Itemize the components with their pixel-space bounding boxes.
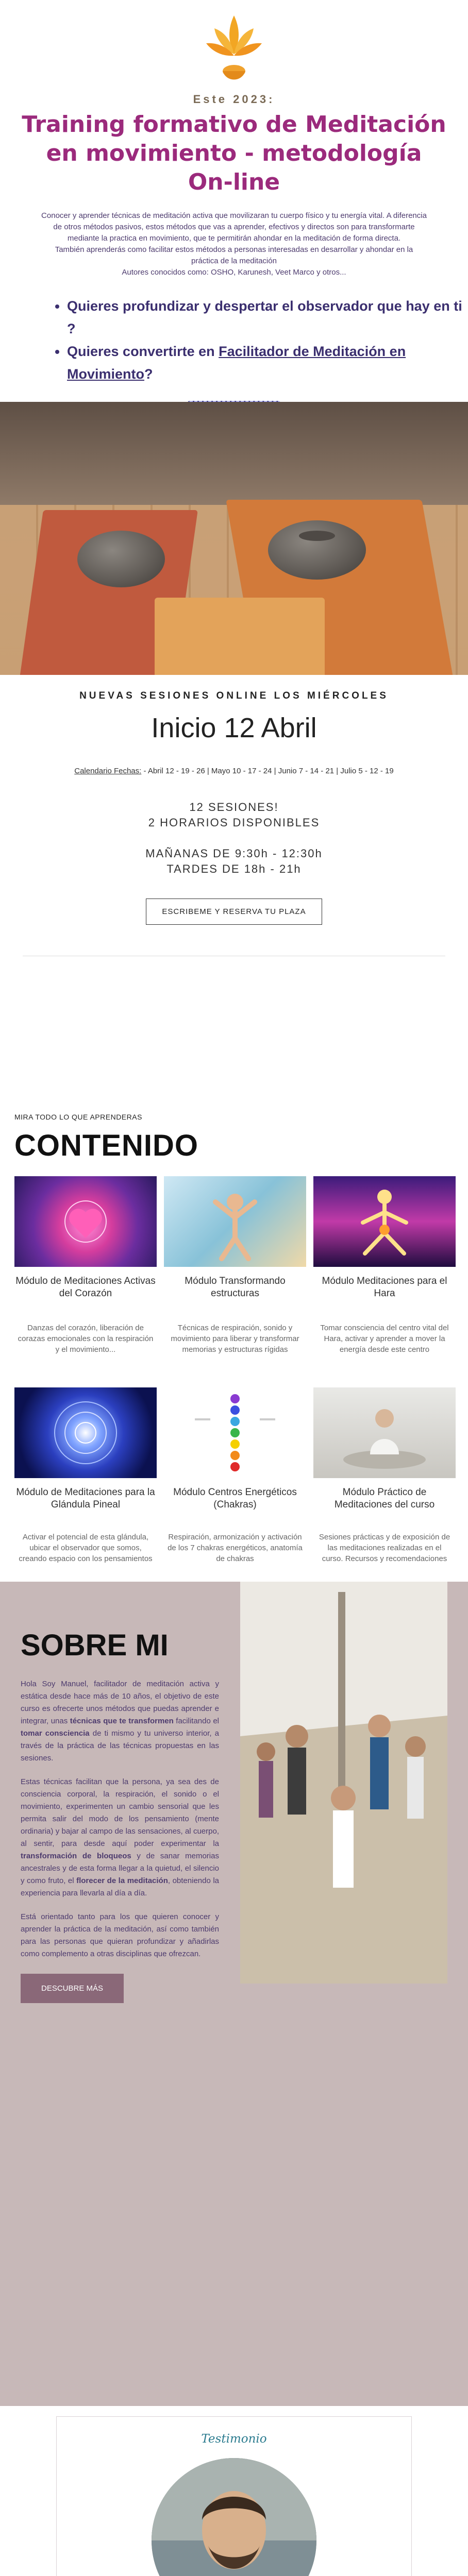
module-card[interactable]	[14, 1176, 157, 1387]
about-section	[0, 1582, 468, 2406]
testimonial-section	[0, 2406, 468, 2576]
module-desc: Activar el potencial de esta glándula, ubicar el observador que somos, creando espacio con los pensamientos	[19, 1533, 153, 1563]
module-title: Módulo Centros Energéticos (Chakras)	[173, 1487, 297, 1510]
module-title: Módulo Transformando estructuras	[185, 1276, 286, 1299]
hero-eyebrow: Este 2023:	[193, 93, 275, 106]
about-text-span: y de sanar memorias ancestrales y de esta forma llegar a la quietud, el silencio y como fruto, el	[21, 1852, 219, 1885]
module-card[interactable]	[313, 1387, 456, 1599]
hero-section	[0, 0, 468, 402]
about-text	[21, 1678, 219, 1960]
content-title: CONTENIDO	[14, 1129, 198, 1162]
about-title: SOBRE MI	[21, 1629, 169, 1662]
question-text: Quieres convertirte en	[67, 344, 219, 359]
calendar-text: - Abril 12 - 19 - 26 | Mayo 10 - 17 - 24 | Junio 7 - 14 - 21 | Julio 5 - 12 - 19	[141, 767, 394, 775]
question-item	[67, 340, 468, 385]
content-eyebrow: MIRA TODO LO QUE APRENDERAS	[14, 1113, 142, 1121]
write-and-reserve-button[interactable]: ESCRIBEME Y RESERVA TU PLAZA	[146, 899, 322, 925]
question-text: ?	[144, 366, 153, 382]
module-card[interactable]	[313, 1176, 456, 1387]
start-date: Inicio 12 Abril	[151, 713, 317, 743]
about-text-span: de ti mismo y tu universo interior, a través de la práctica de las técnicas propuestas en las sesiones.	[21, 1729, 220, 1762]
announce-line: 2 HORARIOS DISPONIBLES	[148, 816, 320, 829]
avatar	[152, 2458, 316, 2576]
schedule-evening: TARDES DE 18h - 21h	[166, 862, 302, 875]
testimonial-card	[56, 2416, 412, 2576]
question-list	[67, 295, 468, 385]
hero-intro	[41, 210, 427, 278]
module-card[interactable]	[164, 1176, 306, 1387]
about-text-span: Estas técnicas facilitan que la persona, ya sea des de consciencia corporal, la respiración, el sonido o el movimiento, experimenten un cambio sensorial que les permita salir del modo de los pensamiento (mente ordinaria) y bajar al campo de las sensaciones, al cuerpo, al sentir, para desde aquí poder experimentar la	[21, 1777, 219, 1848]
module-grid	[14, 1176, 454, 1599]
hara-meditation-image	[313, 1176, 456, 1267]
lotus-logo-icon	[203, 10, 265, 88]
intro-paragraph: Conocer y aprender técnicas de meditación activa que movilizaran tu cuerpo físico y tu energía vital. A diferencia de otros métodos pasivos, estos métodos que vas a aprender, efectivos y directos son para transformarte mediante la practica en movimiento, que te permitirán ahondar en la meditación de forma directa.	[41, 211, 427, 243]
announce-line: 12 SESIONES!	[189, 801, 279, 814]
group-session-photo	[240, 1582, 447, 1984]
about-paragraph	[21, 1776, 219, 1900]
content-section	[0, 1092, 468, 1582]
heart-meditation-image	[14, 1176, 157, 1267]
about-highlight: florecer de la meditación	[76, 1876, 168, 1885]
about-highlight: transformación de bloqueos	[21, 1852, 131, 1860]
about-highlight: tomar consciencia	[21, 1729, 90, 1738]
module-title: Módulo Práctico de Meditaciones del curso	[334, 1487, 435, 1510]
calendar-dates	[62, 765, 406, 778]
module-desc: Danzas del corazón, liberación de corazas emocionales con la respiración y el movimiento...	[18, 1324, 154, 1354]
about-paragraph: Está orientado tanto para los que quieren conocer y aprender la práctica de la meditación, así como también para las personas que quieran profundizar y añadirlas como complemento a otras disciplinas que ofrezcan.	[21, 1912, 219, 1958]
sessions-eyebrow: NUEVAS SESIONES ONLINE LOS MIÉRCOLES	[79, 690, 389, 701]
sessions-section	[0, 675, 468, 1092]
pineal-gland-image	[14, 1387, 157, 1478]
module-title: Módulo de Meditaciones para la Glándula Pineal	[16, 1487, 155, 1510]
module-card[interactable]	[14, 1387, 157, 1599]
practical-module-image	[313, 1387, 456, 1478]
meditation-cushions-photo	[0, 402, 468, 675]
calendar-label: Calendario Fechas:	[74, 767, 142, 775]
schedule-morning: MAÑANAS DE 9:30h - 12:30h	[145, 847, 323, 860]
transforming-structures-image	[164, 1176, 306, 1267]
discover-more-button[interactable]: DESCUBRE MÁS	[21, 1974, 124, 2003]
sessions-announce	[0, 800, 468, 831]
question-item: • Quieres profundizar y despertar el observador que hay en ti ?	[67, 295, 468, 340]
about-text-span: Hola Soy Manuel, facilitador de meditación activa y estática desde hace más de 10 años, el objetivo de este curso es ofrecerte unos métodos que puedas aprender e integrar, unas	[21, 1680, 219, 1725]
module-title: Módulo Meditaciones para el Hara	[322, 1276, 447, 1299]
intro-paragraph: Autores conocidos como: OSHO, Karunesh, Veet Marco y otros...	[122, 268, 346, 277]
about-highlight: técnicas que te transformen	[70, 1717, 174, 1725]
hero-title: Training formativo de Meditación en movimiento - metodología On-line	[22, 111, 446, 195]
intro-paragraph: También aprenderás como facilitar estos métodos a personas interesadas en desarrollar y ahondar en la práctica de la meditación	[55, 245, 413, 265]
module-title: Módulo de Meditaciones Activas del Corazón	[15, 1276, 156, 1299]
module-desc: Respiración, armonización y activación de los 7 chakras energéticos, anatomía de chakras	[168, 1533, 303, 1563]
about-text-span: facilitando el	[173, 1717, 220, 1725]
module-desc: Tomar consciencia del centro vital del Hara, activar y aprender a mover la energía desde este centro	[320, 1324, 449, 1354]
module-desc: Técnicas de respiración, sonido y movimiento para liberar y transformar memorias y estructuras rígidas	[171, 1324, 299, 1354]
module-desc: Sesiones prácticas y de exposición de las meditaciones realizadas en el curso. Recursos y recomendaciones	[319, 1533, 450, 1563]
schedule	[0, 846, 468, 877]
about-paragraph	[21, 1678, 219, 1765]
about-text-span: , obteniendo la experiencia para llevarla al día a día.	[21, 1876, 220, 1897]
testimonial-label: Testimonio	[201, 2432, 267, 2446]
chakras-image	[164, 1387, 306, 1478]
facilitator-link[interactable]: Facilitador de Meditación en Movimiento	[67, 344, 406, 382]
module-card[interactable]	[164, 1387, 306, 1599]
